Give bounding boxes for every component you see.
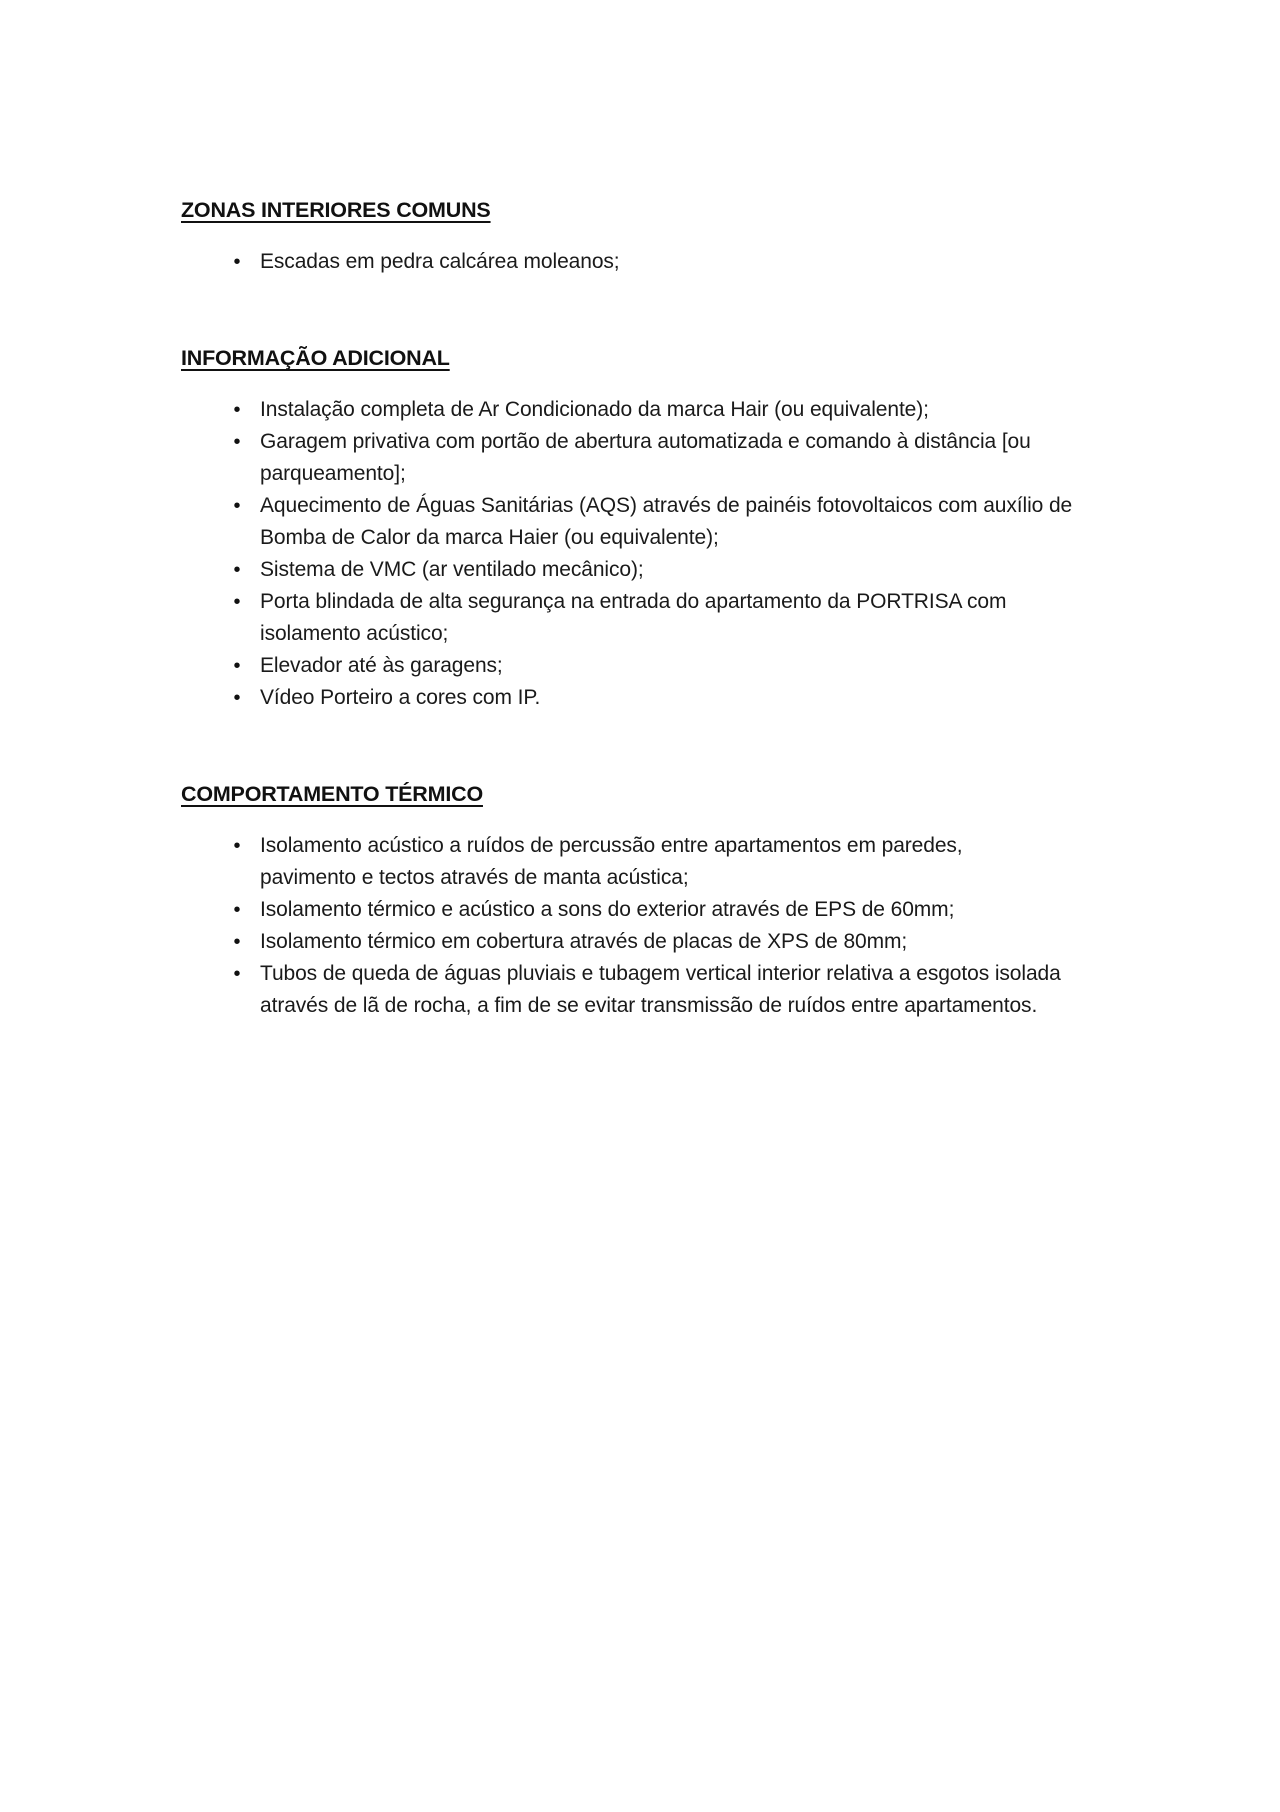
list-item [233,426,1170,490]
list-item-line: Sistema de VMC (ar ventilado mecânico); [260,558,644,581]
list-item-line: Tubos de queda de águas pluviais e tubagem vertical interior relativa a esgotos isolada [260,962,1061,985]
section-heading: INFORMAÇÃO ADICIONAL [181,346,450,370]
section-zonas-interiores-comuns [181,196,1170,278]
list-item [233,490,1170,554]
bullet-icon: • [233,591,241,613]
list-item [233,246,1170,278]
list-item [233,958,1170,1022]
list-item-line: pavimento e tectos através de manta acústica; [260,866,689,889]
bullet-icon: • [233,495,241,517]
list-item [233,586,1170,650]
list-item-line: Elevador até às garagens; [260,654,503,677]
section-heading: ZONAS INTERIORES COMUNS [181,198,491,222]
list-item-line: parqueamento]; [260,462,406,485]
bullet-list [181,246,1170,278]
bullet-list [181,394,1170,714]
bullet-icon: • [233,899,241,921]
list-item-line: Bomba de Calor da marca Haier (ou equivalente); [260,526,719,549]
bullet-icon: • [233,431,241,453]
bullet-icon: • [233,963,241,985]
list-item-line: através de lã de rocha, a fim de se evitar transmissão de ruídos entre apartamentos. [260,994,1038,1017]
list-item-line: Escadas em pedra calcárea moleanos; [260,250,620,273]
list-item-line: Vídeo Porteiro a cores com IP. [260,686,541,709]
list-item-line: Isolamento térmico e acústico a sons do exterior através de EPS de 60mm; [260,898,955,921]
bullet-icon: • [233,251,241,273]
list-item-line: Porta blindada de alta segurança na entrada do apartamento da PORTRISA com [260,590,1007,613]
list-item-line: Garagem privativa com portão de abertura automatizada e comando à distância [ou [260,430,1031,453]
list-item [233,926,1170,958]
list-item [233,682,1170,714]
bullet-icon: • [233,931,241,953]
list-item [233,554,1170,586]
bullet-list [181,830,1170,1022]
list-item-line: Isolamento acústico a ruídos de percussão entre apartamentos em paredes, [260,834,963,857]
bullet-icon: • [233,835,241,857]
list-item [233,394,1170,426]
section-heading: COMPORTAMENTO TÉRMICO [181,782,483,806]
list-item-line: isolamento acústico; [260,622,449,645]
bullet-icon: • [233,687,241,709]
list-item [233,650,1170,682]
list-item-line: Isolamento térmico em cobertura através de placas de XPS de 80mm; [260,930,908,953]
list-item [233,894,1170,926]
list-item-line: Aquecimento de Águas Sanitárias (AQS) através de painéis fotovoltaicos com auxílio de [260,494,1073,517]
section-comportamento-termico [181,780,1170,1022]
section-informacao-adicional [181,344,1170,714]
bullet-icon: • [233,559,241,581]
list-item-line: Instalação completa de Ar Condicionado da marca Hair (ou equivalente); [260,398,929,421]
bullet-icon: • [233,655,241,677]
bullet-icon: • [233,399,241,421]
list-item [233,830,1170,894]
